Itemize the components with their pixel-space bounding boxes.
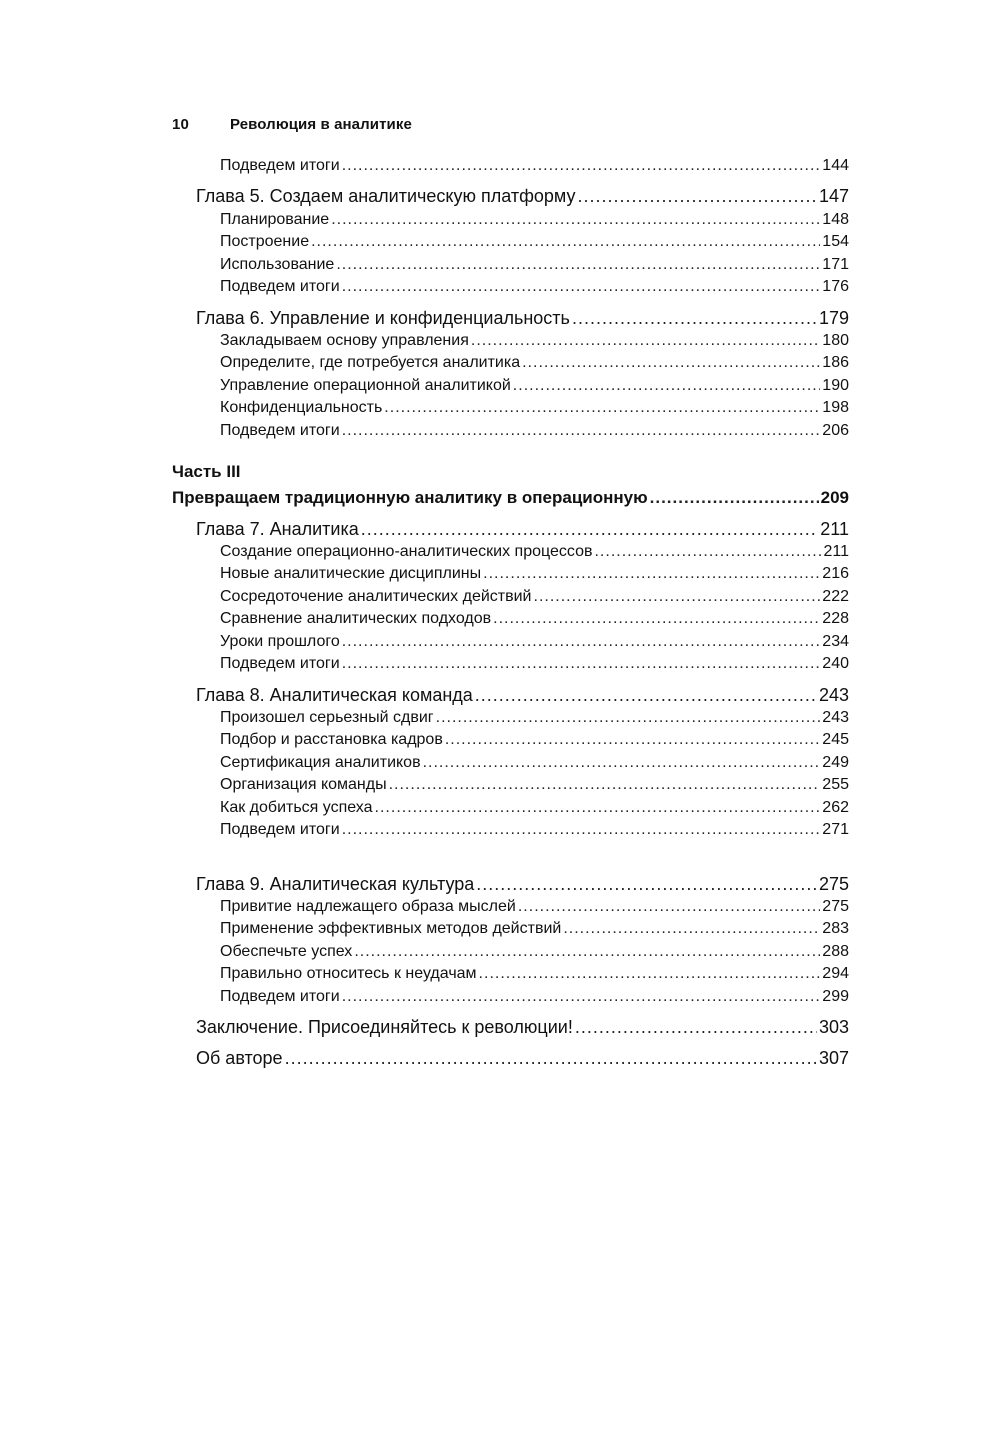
leader-dots bbox=[342, 634, 821, 650]
toc-chapter[interactable] bbox=[196, 875, 849, 893]
toc-entry-title: Управление операционной аналитикой bbox=[220, 377, 511, 394]
toc-chapter-page: 275 bbox=[818, 874, 849, 894]
toc-entry-title: Подведем итоги bbox=[220, 278, 340, 295]
toc-entry-page: 228 bbox=[822, 610, 849, 627]
leader-dots bbox=[522, 355, 820, 371]
toc-entry-title: Подбор и расстановка кадров bbox=[220, 731, 443, 748]
leader-dots bbox=[493, 611, 820, 627]
toc-entry[interactable] bbox=[220, 710, 849, 726]
toc-chapter[interactable] bbox=[196, 309, 849, 327]
leader-dots bbox=[445, 732, 820, 748]
toc-entry[interactable] bbox=[220, 400, 849, 416]
toc-entry-page: 294 bbox=[822, 965, 849, 982]
toc-entry[interactable] bbox=[220, 257, 849, 273]
leader-dots bbox=[361, 520, 819, 538]
leader-dots bbox=[384, 400, 820, 416]
toc-chapter-page: 243 bbox=[818, 685, 849, 705]
toc-entry-page: 171 bbox=[822, 256, 849, 273]
toc-entry-title: Определите, где потребуется аналитика bbox=[220, 354, 521, 371]
toc-entry[interactable] bbox=[220, 544, 849, 560]
toc-entry-page: 243 bbox=[822, 709, 849, 726]
toc-entry-title: Подведем итоги bbox=[220, 655, 340, 672]
toc-entry-page: 255 bbox=[822, 776, 849, 793]
toc-entry[interactable] bbox=[220, 279, 849, 295]
leader-dots bbox=[342, 423, 821, 439]
toc-chapter-page: 179 bbox=[818, 308, 849, 328]
toc-entry[interactable] bbox=[220, 989, 849, 1005]
toc-entry-page: 216 bbox=[822, 565, 849, 582]
toc-entry-title: Создание операционно-аналитических процессов bbox=[220, 543, 593, 560]
toc-entry-title: Уроки прошлого bbox=[220, 633, 340, 650]
toc-chapter[interactable] bbox=[196, 1049, 849, 1067]
toc-entry[interactable] bbox=[220, 589, 849, 605]
toc-chapter-title: Глава 9. Аналитическая культура bbox=[196, 874, 475, 894]
toc-entry-page: 299 bbox=[822, 988, 849, 1005]
toc-entry[interactable] bbox=[220, 355, 849, 371]
toc-entry[interactable] bbox=[220, 611, 849, 627]
toc-part[interactable] bbox=[172, 489, 849, 506]
leader-dots bbox=[518, 899, 820, 915]
toc-chapter[interactable] bbox=[196, 1018, 849, 1036]
toc-entry-title: Подведем итоги bbox=[220, 988, 340, 1005]
toc-entry[interactable] bbox=[220, 966, 849, 982]
toc-entry-page: 211 bbox=[823, 543, 849, 560]
leader-dots bbox=[336, 257, 820, 273]
part-label: Часть III bbox=[172, 462, 241, 481]
toc-entry-page: 222 bbox=[822, 588, 849, 605]
leader-dots bbox=[594, 544, 821, 560]
leader-dots bbox=[475, 686, 817, 704]
leader-dots bbox=[436, 710, 821, 726]
toc-chapter-title: Глава 6. Управление и конфиденциальность bbox=[196, 308, 570, 328]
toc-entry-title: Сравнение аналитических подходов bbox=[220, 610, 492, 627]
toc-entry[interactable] bbox=[220, 755, 849, 771]
toc-entry-page: 144 bbox=[822, 157, 849, 174]
toc-entry[interactable] bbox=[220, 378, 849, 394]
toc-entry-page: 190 bbox=[822, 377, 849, 394]
toc-entry-title: Закладываем основу управления bbox=[220, 332, 469, 349]
toc-entry[interactable] bbox=[220, 333, 849, 349]
toc-entry-title: Привитие надлежащего образа мыслей bbox=[220, 898, 516, 915]
leader-dots bbox=[479, 966, 821, 982]
toc-entry-page: 186 bbox=[822, 354, 849, 371]
toc-entry-title: Подведем итоги bbox=[220, 157, 340, 174]
toc-entry-title: Новые аналитические дисциплины bbox=[220, 565, 482, 582]
toc-part-title: Превращаем традиционную аналитику в операционную bbox=[172, 488, 648, 507]
toc-entry-title: Применение эффективных методов действий bbox=[220, 920, 562, 937]
leader-dots bbox=[285, 1049, 817, 1067]
toc-entry[interactable] bbox=[220, 921, 849, 937]
leader-dots bbox=[342, 158, 821, 174]
toc-entry-page: 154 bbox=[822, 233, 849, 250]
toc-part-page: 209 bbox=[820, 488, 849, 507]
toc-chapter-page: 211 bbox=[820, 519, 849, 539]
toc-entry[interactable] bbox=[220, 423, 849, 439]
toc-entry[interactable] bbox=[220, 634, 849, 650]
toc-chapter-page: 307 bbox=[818, 1048, 849, 1068]
toc-entry[interactable] bbox=[220, 234, 849, 250]
leader-dots bbox=[563, 921, 820, 937]
toc-entry[interactable] bbox=[220, 656, 849, 672]
running-title: Революция в аналитике bbox=[230, 116, 412, 133]
running-header bbox=[172, 116, 412, 133]
leader-dots bbox=[650, 489, 819, 506]
toc-entry-title: Правильно относитесь к неудачам bbox=[220, 965, 477, 982]
leader-dots bbox=[375, 800, 821, 816]
leader-dots bbox=[342, 822, 821, 838]
toc-entry[interactable] bbox=[220, 732, 849, 748]
toc-entry-title: Обеспечьте успех bbox=[220, 943, 353, 960]
leader-dots bbox=[423, 755, 821, 771]
toc-entry-page: 240 bbox=[822, 655, 849, 672]
toc-chapter-title: Заключение. Присоединяйтесь к революции! bbox=[196, 1017, 573, 1037]
toc-chapter-title: Об авторе bbox=[196, 1048, 283, 1068]
leader-dots bbox=[354, 944, 820, 960]
leader-dots bbox=[534, 589, 821, 605]
toc-chapter[interactable] bbox=[196, 187, 849, 205]
toc-entry[interactable] bbox=[220, 800, 849, 816]
toc-entry[interactable] bbox=[220, 944, 849, 960]
toc-chapter[interactable] bbox=[196, 686, 849, 704]
toc-entry[interactable] bbox=[220, 822, 849, 838]
leader-dots bbox=[389, 777, 821, 793]
toc-entry[interactable] bbox=[220, 158, 849, 174]
toc-entry[interactable] bbox=[220, 566, 849, 582]
toc-entry-title: Произошел серьезный сдвиг bbox=[220, 709, 434, 726]
leader-dots bbox=[575, 1018, 817, 1036]
toc-entry-page: 275 bbox=[822, 898, 849, 915]
toc-entry-page: 262 bbox=[822, 799, 849, 816]
toc-entry-title: Сосредоточение аналитических действий bbox=[220, 588, 532, 605]
toc-chapter-title: Глава 8. Аналитическая команда bbox=[196, 685, 473, 705]
toc-entry-page: 249 bbox=[822, 754, 849, 771]
toc-entry-title: Подведем итоги bbox=[220, 422, 340, 439]
toc-entry-title: Организация команды bbox=[220, 776, 387, 793]
leader-dots bbox=[471, 333, 820, 349]
toc-entry-title: Как добиться успеха bbox=[220, 799, 373, 816]
toc-entry-title: Конфиденциальность bbox=[220, 399, 383, 416]
toc-chapter-page: 303 bbox=[818, 1017, 849, 1037]
toc-entry-title: Подведем итоги bbox=[220, 821, 340, 838]
toc-entry-page: 245 bbox=[822, 731, 849, 748]
toc-entry-title: Планирование bbox=[220, 211, 330, 228]
leader-dots bbox=[342, 989, 821, 1005]
toc-entry-page: 271 bbox=[822, 821, 849, 838]
toc-entry-page: 180 bbox=[822, 332, 849, 349]
leader-dots bbox=[572, 309, 817, 327]
leader-dots bbox=[342, 279, 821, 295]
leader-dots bbox=[483, 566, 820, 582]
toc-entry-title: Построение bbox=[220, 233, 310, 250]
toc-chapter-title: Глава 7. Аналитика bbox=[196, 519, 359, 539]
toc-entry-page: 206 bbox=[822, 422, 849, 439]
toc-chapter[interactable] bbox=[196, 520, 849, 538]
leader-dots bbox=[331, 212, 820, 228]
toc-entry-page: 176 bbox=[822, 278, 849, 295]
toc-entry-title: Сертификация аналитиков bbox=[220, 754, 421, 771]
toc-entry-page: 198 bbox=[822, 399, 849, 416]
toc-entry-title: Использование bbox=[220, 256, 335, 273]
leader-dots bbox=[342, 656, 821, 672]
leader-dots bbox=[578, 187, 817, 205]
toc-chapter-title: Глава 5. Создаем аналитическую платформу bbox=[196, 186, 576, 206]
toc-entry[interactable] bbox=[220, 777, 849, 793]
leader-dots bbox=[513, 378, 821, 394]
toc-chapter-page: 147 bbox=[818, 186, 849, 206]
toc-entry-page: 148 bbox=[822, 211, 849, 228]
toc-entry-page: 283 bbox=[822, 920, 849, 937]
toc-entry-page: 288 bbox=[822, 943, 849, 960]
page-number: 10 bbox=[172, 116, 189, 133]
toc-entry[interactable] bbox=[220, 212, 849, 228]
toc-entry[interactable] bbox=[220, 899, 849, 915]
toc-entry-page: 234 bbox=[822, 633, 849, 650]
leader-dots bbox=[311, 234, 820, 250]
leader-dots bbox=[476, 875, 817, 893]
